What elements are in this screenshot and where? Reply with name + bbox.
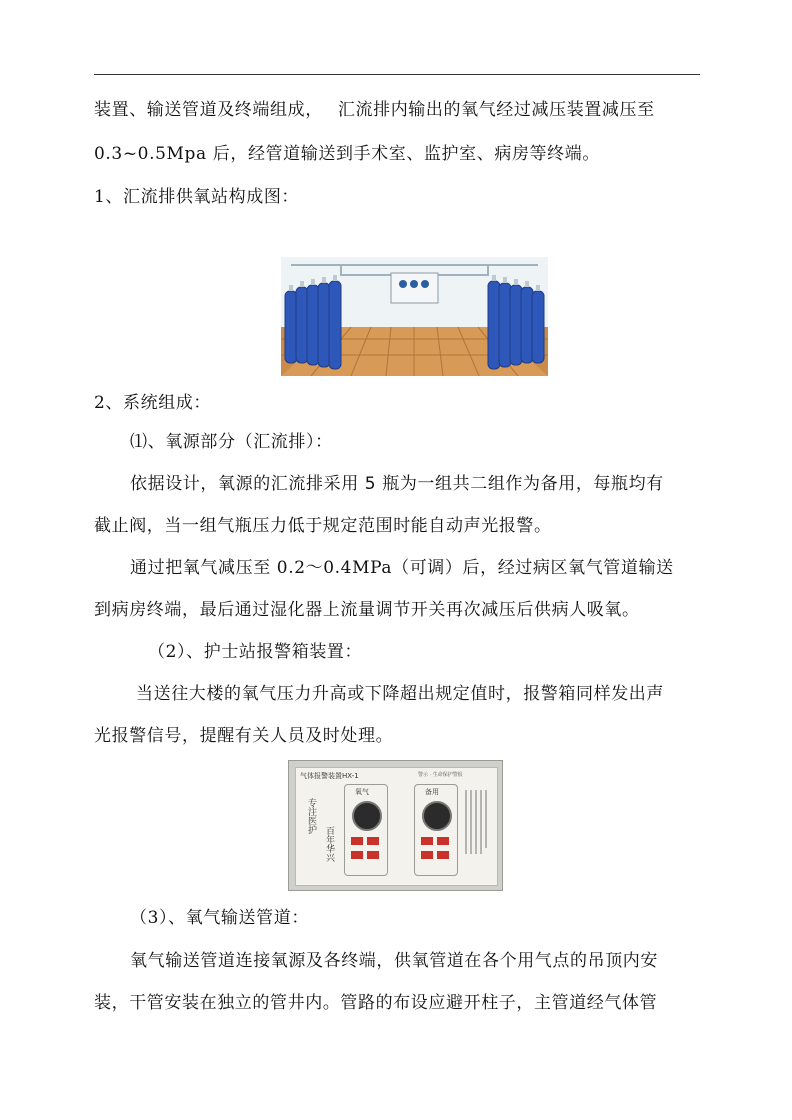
subsection-heading: ⑴、氧源部分（汇流排）： (130, 432, 333, 452)
subsection-heading: （3）、氧气输送管道： (130, 908, 309, 928)
backup-gauge-section (414, 784, 458, 876)
alarm-box-title: 气体报警装置HX-1 (300, 772, 359, 780)
header-rule (94, 74, 700, 75)
paragraph-line: 0.3~0.5Mpa 后，经管道输送到手术室、监护室、病房等终端。 (94, 144, 600, 164)
paragraph-line: 通过把氧气减压至 0.2～0.4MPa（可调）后，经过病区氧气管道输送 (130, 558, 674, 578)
instruction-text-icon (464, 788, 492, 858)
paragraph-line: 装，干管安装在独立的管井内。管路的布设应避开柱子，主管道经气体管 (94, 993, 658, 1013)
alarm-box-header: 警示 · 生命保护警报 (418, 772, 463, 778)
backup-gauge-icon (422, 801, 452, 831)
oxygen-gauge-section (344, 784, 388, 876)
alarm-box-image (288, 760, 503, 891)
paragraph-line: 截止阀，当一组气瓶压力低于规定范围时能自动声光报警。 (94, 516, 552, 536)
alarm-light-icon (437, 837, 449, 845)
paragraph-line: 到病房终端，最后通过湿化器上流量调节开关再次减压后供病人吸氧。 (94, 600, 640, 620)
paragraph-line: 装置、输送管道及终端组成， 汇流排内输出的氧气经过减压装置减压至 (94, 100, 655, 120)
alarm-light-icon (421, 837, 433, 845)
manifold-station-image (281, 257, 548, 376)
alarm-light-icon (351, 837, 363, 845)
paragraph-line: 依据设计，氧源的汇流排采用 5 瓶为一组共二组作为备用，每瓶均有 (130, 474, 664, 494)
alarm-light-icon (437, 851, 449, 859)
alarm-light-icon (367, 851, 379, 859)
paragraph-line: 氧气输送管道连接氧源及各终端，供氧管道在各个用气点的吊顶内安 (130, 951, 658, 971)
section-heading: 1、汇流排供氧站构成图： (94, 187, 300, 207)
oxygen-label: 氧气 (355, 788, 369, 796)
backup-label: 备用 (425, 788, 439, 796)
alarm-panel (295, 767, 498, 886)
manifold-station-illustration (281, 257, 548, 376)
alarm-light-icon (351, 851, 363, 859)
alarm-light-icon (367, 837, 379, 845)
paragraph-line: 当送往大楼的氧气压力升高或下降超出规定值时，报警箱同样发出声 (136, 684, 664, 704)
alarm-light-icon (421, 851, 433, 859)
oxygen-gauge-icon (352, 801, 382, 831)
slogan-left: 专注医护 (306, 798, 316, 834)
slogan-right: 百年华兴 (324, 826, 334, 862)
subsection-heading: （2）、护士站报警箱装置： (148, 642, 363, 662)
section-heading: 2、系统组成： (94, 393, 212, 413)
paragraph-line: 光报警信号，提醒有关人员及时处理。 (94, 726, 394, 746)
